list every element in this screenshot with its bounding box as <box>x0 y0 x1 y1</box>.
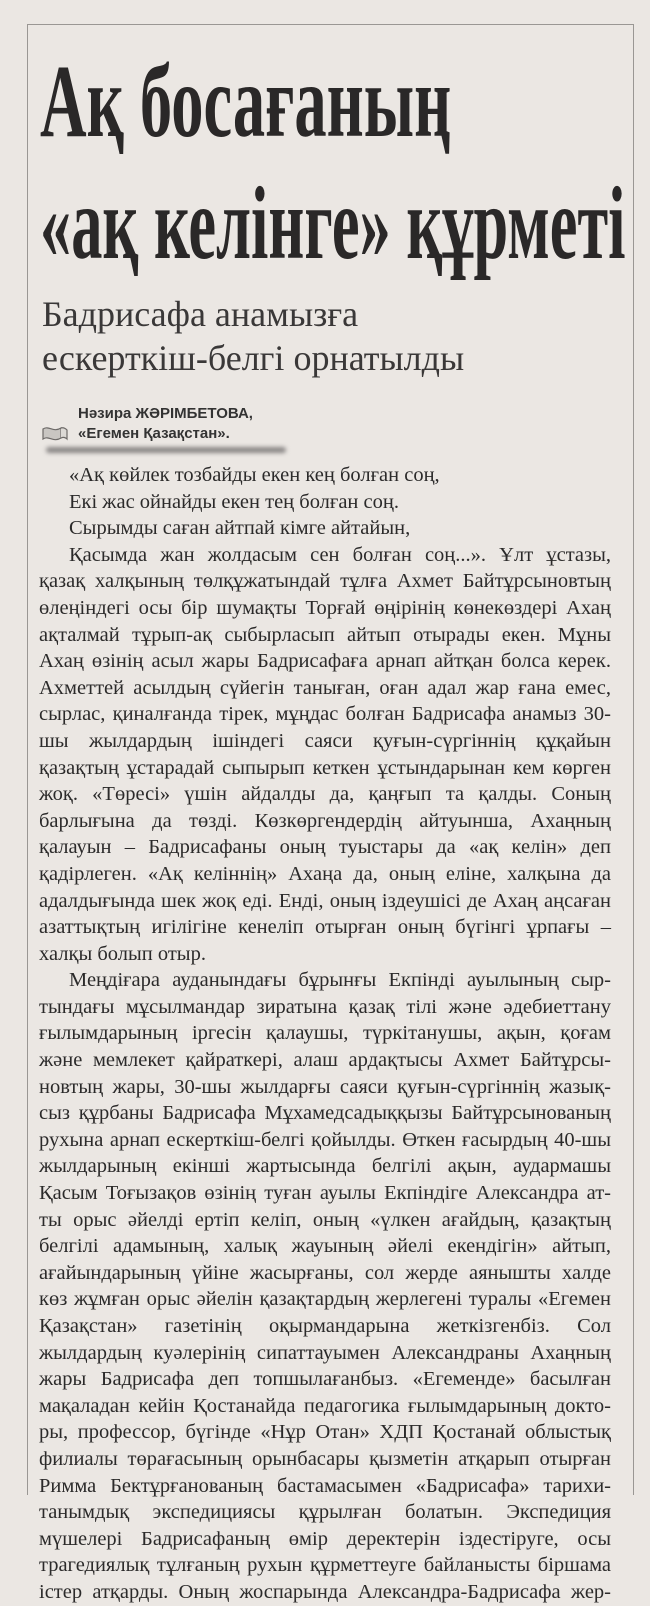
poem-line: Екі жас ойнайды екен тең болған соң. <box>69 490 399 513</box>
text-line: жары Бадрисафа деп топшылағанбыз. «Егеменде» басылған <box>39 1368 611 1391</box>
text-line: өлеңіндегі осы бір шумақты Торғай өңірінің көнекөздері Ахаң <box>39 596 611 619</box>
poem <box>39 462 611 542</box>
paragraph-2 <box>39 967 611 1605</box>
text-line: қазақ халқының төлқұжатындай тұлға Ахмет Байтұрсыновтың <box>39 570 611 593</box>
text-line: сырлас, қиналғанда тірек, мұңдас болған Бадрисафа анамыз 30- <box>39 703 611 726</box>
subtitle-line-1: Бадрисафа анамызға <box>42 294 359 334</box>
text-line: Ахаң өзінің асыл жары Бадрисафаға арнап айтқан болса керек. <box>39 650 611 673</box>
text-line: трагедиялық тұлғаның рухын құрметтеуге байланысты біршама <box>39 1554 611 1577</box>
text-line: ақталмай тұрып-ақ сыбырласып айтып отырады екен. Мұны <box>39 623 611 646</box>
text-line: көз жұмған орыс әйелін қазақтардың жерлегені туралы «Егемен <box>39 1288 611 1311</box>
paragraph-1 <box>39 542 611 968</box>
text-line: жылдарының екінші жартысында белгілі ақын, аудармашы <box>39 1155 611 1178</box>
text-line: Меңдіғара ауданындағы бұрынғы Екпінді ауылының сыр- <box>69 969 611 992</box>
text-line: азаттықтың игілігіне кенеліп отырған оның бүгінгі ұрпағы – <box>39 916 611 939</box>
headline-line-1: Ақ босағаның <box>40 44 452 159</box>
byline <box>78 404 253 444</box>
text-line: барлығына да төзді. Көзкөргендердің айтуынша, Ахаңның <box>39 809 611 832</box>
text-line: ағайындарының үйіне жасырғаны, сол жерде аянышты халде <box>39 1261 611 1284</box>
text-line: танымдық экспедициясы құрылған болатын. Экспедиция <box>39 1501 611 1524</box>
author-name: Нәзира ЖӘРІМБЕТОВА, <box>78 405 253 422</box>
text-line: қазақтың ұстарадай сыпырып кеткен ұстындарынан кем көрген <box>39 756 611 779</box>
text-line: тындағы мұсылмандар зиратына қазақ тілі және әдебиеттану <box>39 995 611 1018</box>
headline-line-2: «ақ келінге» құрметі <box>40 166 626 281</box>
text-line: ғылымдарының іргесін қалаушы, түркітанушы, ақын, қоғам <box>39 1022 611 1045</box>
text-line: филиалы төрағасының орынбасары қызметін атқарып отырған <box>39 1447 611 1470</box>
text-line: Қасым Тоғызақов өзінің туған ауылы Екпіндіге Александра ат- <box>39 1182 611 1205</box>
text-line: сыз құрбаны Бадрисафа Мұхамедсадыққызы Байтұрсынованың <box>39 1102 611 1125</box>
text-line: жылдардың куәлерінің сипаттауымен Александраны Ахаңның <box>39 1341 611 1364</box>
text-line: қадірлеген. «Ақ келіннің» Ахаңа да, оның еліне, халқына да <box>39 862 611 885</box>
text-line: қалауын – Бадрисафаны оның туыстары да «ақ келін» деп <box>39 836 611 859</box>
text-line: Қазақстан» газетінің оқырмандарына жеткізгенбіз. Сол <box>39 1315 611 1337</box>
text-line: белгілі адамының, халық жауының әйелі екендігін» айтып, <box>39 1235 611 1258</box>
pen-flag-icon <box>41 425 69 441</box>
article-body <box>39 462 611 1606</box>
subtitle <box>42 292 464 380</box>
poem-line: «Ақ көйлек тозбайды екен кең болған соң, <box>69 464 440 486</box>
text-line: ты орыс әйелді ертіп келіп, оның «үлкен ағайдың, қазақтың <box>39 1208 611 1231</box>
newspaper-name: «Егемен Қазақстан». <box>78 425 230 442</box>
text-line: шы жылдардың ішіндегі саяси қуғын-сүргіннің құқайын <box>39 729 611 752</box>
text-line: жоқ. «Төресі» үшін айдалды да, қаңғып та қалды. Соның <box>39 783 611 806</box>
poem-line: Сырымды саған айтпай кімге айтайын, <box>69 517 411 540</box>
text-line: мүшелері Бадрисафаның өмір деректерін іздестіруге, осы <box>39 1527 611 1550</box>
text-line: Ахметтей асылдың сүйегін таныған, оған адал жар ғана емес, <box>39 676 611 699</box>
text-line: және мемлекет қайраткері, алаш ардақтысы Ахмет Байтұрсы- <box>39 1049 611 1072</box>
text-line: ры, профессор, бүгінде «Нұр Отан» ХДП Қостанай облыстық <box>39 1421 611 1444</box>
text-line: рухына арнап ескерткіш-белгі қойылды. Өткен ғасырдың 40-шы <box>39 1128 611 1151</box>
byline-divider <box>46 447 286 453</box>
text-line: адалдығында шек жоқ еді. Енді, оның іздеушісі де Ахаң аңсаған <box>39 889 611 912</box>
text-line: мақаладан кейін Қостанайда педагогика ғылымдарының докто- <box>39 1394 611 1417</box>
subtitle-line-2: ескерткіш-белгі орнатылды <box>42 338 465 378</box>
text-line: Римма Бектұрғанованың бастамасымен «Бадрисафа» тарихи- <box>39 1474 611 1497</box>
text-line: істер атқарды. Оның жоспарында Александра-Бадрисафа жер- <box>39 1580 611 1603</box>
text-line: халқы болып отыр. <box>39 942 206 965</box>
text-line: новтың жары, 30-шы жылдарғы саяси қуғын-сүргіннің жазық- <box>39 1075 611 1098</box>
text-line: Қасымда жан жолдасым сен болған соң...». Ұлт ұстазы, <box>69 543 611 566</box>
